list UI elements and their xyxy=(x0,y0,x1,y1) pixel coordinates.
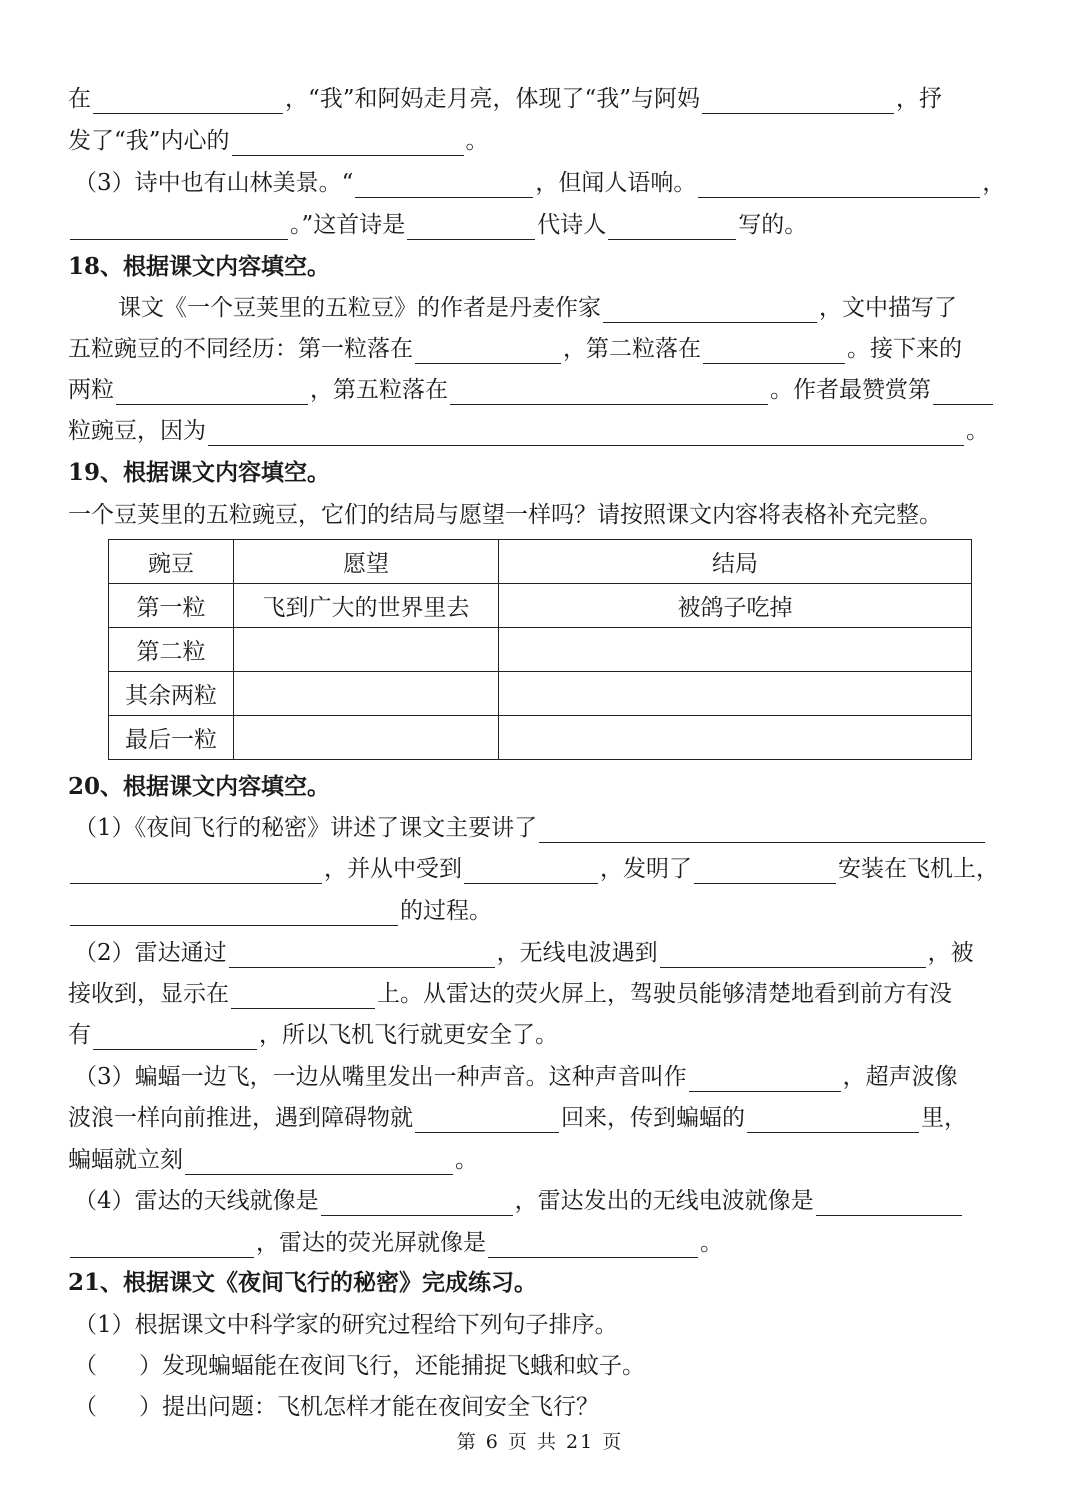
text: 两粒 xyxy=(68,377,114,403)
answer-blank[interactable] xyxy=(539,818,985,843)
table-cell: 第二粒 xyxy=(109,628,234,672)
text: （3）蝙蝠一边飞，一边从嘴里发出一种声音。这种声音叫作 xyxy=(74,1064,687,1090)
q20-p4-line2 xyxy=(68,1228,1014,1258)
answer-blank[interactable] xyxy=(702,89,894,114)
text: ，无线电波遇到 xyxy=(496,940,658,966)
q18-heading: 18、根据课文内容填空。 xyxy=(68,253,331,280)
answer-blank[interactable] xyxy=(355,173,533,198)
text: ，所以飞机飞行就更安全了。 xyxy=(259,1022,558,1048)
text: ，文中描写了 xyxy=(819,295,957,321)
answer-blank[interactable] xyxy=(450,380,768,405)
text: 上。从雷达的荧火屏上，驾驶员能够清楚地看到前方有没 xyxy=(377,981,952,1007)
text: 安装在飞机上， xyxy=(838,856,999,882)
q20-heading: 20、根据课文内容填空。 xyxy=(68,773,331,800)
q17-line1 xyxy=(68,84,1014,114)
answer-blank[interactable] xyxy=(415,1108,559,1133)
table-header-row xyxy=(109,540,972,584)
text: 五粒豌豆的不同经历：第一粒落在 xyxy=(68,336,413,362)
text: ，雷达的荧光屏就像是 xyxy=(256,1230,486,1256)
answer-blank[interactable] xyxy=(603,298,817,323)
table-row xyxy=(109,716,972,760)
text: 里， xyxy=(921,1105,967,1131)
text: ，超声波像 xyxy=(842,1064,958,1090)
text: 。 xyxy=(966,418,989,444)
q18-line2 xyxy=(68,334,1014,364)
text: 波浪一样向前推进，遇到障碍物就 xyxy=(68,1105,413,1131)
q17-line2 xyxy=(68,126,1014,156)
peas-table xyxy=(108,539,972,760)
q21-sub1: （1）根据课文中科学家的研究过程给下列句子排序。 xyxy=(74,1312,618,1338)
answer-blank[interactable] xyxy=(608,215,736,240)
text: 。 xyxy=(455,1147,478,1173)
text: ，第五粒落在 xyxy=(310,377,448,403)
table-cell-answer[interactable] xyxy=(234,672,499,716)
q20-p3-line3 xyxy=(68,1145,1014,1175)
text: ，发明了 xyxy=(600,856,692,882)
table-header: 愿望 xyxy=(234,540,499,584)
text: 粒豌豆，因为 xyxy=(68,418,206,444)
table-cell: 被鸽子吃掉 xyxy=(499,584,972,628)
q20-p2-line3 xyxy=(68,1020,1014,1050)
text: ，但闻人语响。 xyxy=(535,170,697,196)
answer-blank[interactable] xyxy=(70,215,288,240)
page-footer: 第 6 页 共 21 页 xyxy=(456,1431,624,1453)
answer-blank[interactable] xyxy=(816,1191,962,1216)
text: ，并从中受到 xyxy=(324,856,462,882)
q19-intro: 一个豆荚里的五粒豌豆，它们的结局与愿望一样吗？请按照课文内容将表格补充完整。 xyxy=(68,502,942,528)
text: ，抒 xyxy=(896,86,943,112)
text: 。 xyxy=(700,1230,723,1256)
q21-item xyxy=(74,1351,1020,1381)
text: （1）《夜间飞行的秘密》讲述了课文主要讲了 xyxy=(74,815,538,841)
text: ，被 xyxy=(927,940,974,966)
answer-blank[interactable] xyxy=(933,380,993,405)
answer-blank[interactable] xyxy=(185,1150,453,1175)
answer-blank[interactable] xyxy=(689,1067,841,1092)
answer-blank[interactable] xyxy=(660,943,926,968)
q20-p2-line2 xyxy=(68,979,1014,1009)
text: （ xyxy=(74,1394,97,1420)
text: 发现蝙蝠能在夜间飞行，还能捕捉飞蛾和蚊子。 xyxy=(162,1353,645,1379)
text: ） xyxy=(139,1353,162,1379)
answer-blank[interactable] xyxy=(703,339,845,364)
table-row xyxy=(109,628,972,672)
table-cell: 飞到广大的世界里去 xyxy=(234,584,499,628)
table-cell-answer[interactable] xyxy=(234,628,499,672)
text: 有 xyxy=(68,1022,91,1048)
text: 写的。 xyxy=(738,212,808,238)
answer-blank[interactable] xyxy=(415,339,561,364)
table-cell: 第一粒 xyxy=(109,584,234,628)
table-header: 豌豆 xyxy=(109,540,234,584)
answer-blank[interactable] xyxy=(407,215,535,240)
text: 回来，传到蝙蝠的 xyxy=(561,1105,745,1131)
text: ， xyxy=(982,170,1006,196)
q17-line3 xyxy=(74,168,1020,198)
text: 。作者最赞赏第 xyxy=(770,377,931,403)
text: 课文《一个豆荚里的五粒豆》的作者是丹麦作家 xyxy=(118,295,601,321)
q19-heading: 19、根据课文内容填空。 xyxy=(68,459,331,486)
q21-item xyxy=(74,1392,1020,1422)
answer-blank[interactable] xyxy=(116,380,308,405)
text: 提出问题：飞机怎样才能在夜间安全飞行？ xyxy=(162,1394,599,1420)
text: ，“我”和阿妈走月亮，体现了“我”与阿妈 xyxy=(285,86,701,112)
q20-p1-line1 xyxy=(74,813,1020,843)
text: 代诗人 xyxy=(537,212,607,238)
answer-blank[interactable] xyxy=(93,1025,257,1050)
text: （ xyxy=(74,1353,97,1379)
text: 。 xyxy=(465,128,489,154)
answer-blank[interactable] xyxy=(70,901,398,926)
q20-p1-line3 xyxy=(68,896,1014,926)
table-cell-answer[interactable] xyxy=(234,716,499,760)
text: ，雷达发出的无线电波就像是 xyxy=(514,1188,814,1214)
answer-blank[interactable] xyxy=(747,1108,919,1133)
answer-blank[interactable] xyxy=(321,1191,513,1216)
q21-heading: 21、根据课文《夜间飞行的秘密》完成练习。 xyxy=(68,1269,538,1296)
text: 蝙蝠就立刻 xyxy=(68,1147,183,1173)
table-cell: 最后一粒 xyxy=(109,716,234,760)
answer-blank[interactable] xyxy=(488,1233,698,1258)
table-cell-answer[interactable] xyxy=(499,628,972,672)
q20-p3-line1 xyxy=(74,1062,1020,1092)
text: 发了“我”内心的 xyxy=(68,128,230,154)
answer-blank[interactable] xyxy=(698,173,980,198)
table-cell: 其余两粒 xyxy=(109,672,234,716)
answer-blank[interactable] xyxy=(464,859,598,884)
answer-blank[interactable] xyxy=(70,1233,254,1258)
q20-p1-line2 xyxy=(68,854,1014,884)
answer-blank[interactable] xyxy=(229,943,495,968)
answer-blank[interactable] xyxy=(70,859,322,884)
q18-line4 xyxy=(68,416,1014,446)
text: 在 xyxy=(68,86,91,112)
answer-blank[interactable] xyxy=(232,131,464,156)
table-row xyxy=(109,672,972,716)
text: （4）雷达的天线就像是 xyxy=(74,1188,319,1214)
text: （2）雷达通过 xyxy=(74,940,227,966)
answer-blank[interactable] xyxy=(93,89,283,114)
q20-p4-line1 xyxy=(74,1186,1020,1216)
text: 的过程。 xyxy=(400,898,492,924)
text: 接收到，显示在 xyxy=(68,981,229,1007)
table-cell-answer[interactable] xyxy=(499,716,972,760)
text: 。”这首诗是 xyxy=(290,212,406,238)
text: （3）诗中也有山林美景。“ xyxy=(74,170,354,196)
answer-blank[interactable] xyxy=(231,984,375,1009)
q20-p2-line1 xyxy=(74,938,1020,968)
text: ，第二粒落在 xyxy=(563,336,701,362)
q20-p3-line2 xyxy=(68,1103,1014,1133)
table-cell-answer[interactable] xyxy=(499,672,972,716)
table-header: 结局 xyxy=(499,540,972,584)
answer-blank[interactable] xyxy=(208,421,964,446)
q17-line4 xyxy=(68,210,1014,240)
text: ） xyxy=(139,1394,162,1420)
q18-line1 xyxy=(118,293,1064,323)
table-row xyxy=(109,584,972,628)
q18-line3 xyxy=(68,375,1014,405)
answer-blank[interactable] xyxy=(694,859,836,884)
text: 。接下来的 xyxy=(847,336,962,362)
